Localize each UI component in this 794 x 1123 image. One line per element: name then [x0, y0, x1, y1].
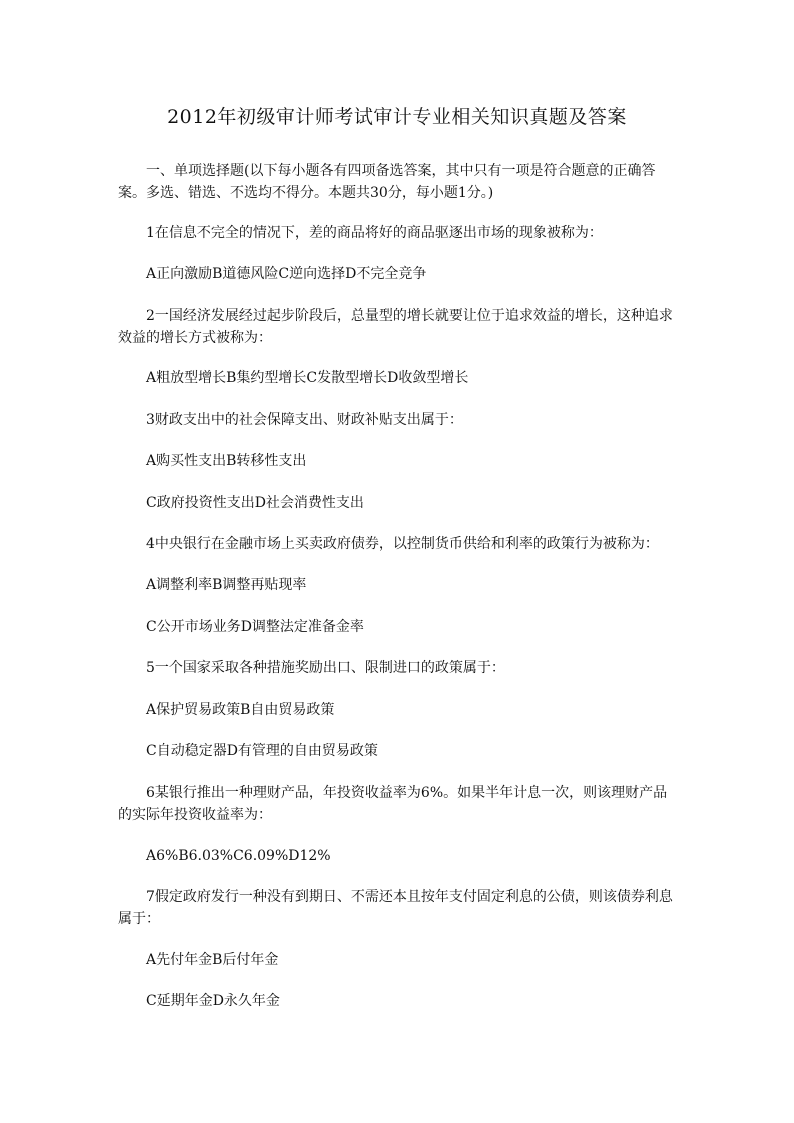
question-4-stem: 4中央银行在金融市场上买卖政府债券，以控制货币供给和利率的政策行为被称为：: [146, 536, 659, 552]
question-7-options-cd: C延期年金D永久年金: [146, 993, 280, 1009]
question-4-options-cd: C公开市场业务D调整法定准备金率: [146, 619, 364, 635]
question-2-stem: 2一国经济发展经过起步阶段后，总量型的增长就要让位于追求效益的增长，这种追求效益的增长方式被称为：: [118, 308, 673, 346]
question-1-stem: 1在信息不完全的情况下，差的商品将好的商品驱逐出市场的现象被称为：: [146, 225, 603, 241]
question-6-options: A6%B6.03%C6.09%D12%: [146, 848, 331, 864]
question-3-options-cd: C政府投资性支出D社会消费性支出: [146, 495, 364, 511]
section-heading: 一、单项选择题(以下每小题各有四项备选答案，其中只有一项是符合题意的正确答案。多选、错选、不选均不得分。本题共30分，每小题1分。): [118, 163, 656, 201]
question-7-options-ab: A先付年金B后付年金: [146, 952, 279, 968]
question-3-options-ab: A购买性支出B转移性支出: [146, 453, 307, 469]
question-2-options: A粗放型增长B集约型增长C发散型增长D收敛型增长: [146, 370, 469, 386]
document-title: 2012年初级审计师考试审计专业相关知识真题及答案: [167, 106, 627, 128]
question-6-stem: 6某银行推出一种理财产品，年投资收益率为6%。如果半年计息一次，则该理财产品的实际年投资收益率为：: [118, 785, 668, 823]
question-1-options: A正向激励B道德风险C逆向选择D不完全竞争: [146, 266, 427, 282]
question-5-options-cd: C自动稳定器D有管理的自由贸易政策: [146, 743, 378, 759]
question-4-options-ab: A调整利率B调整再贴现率: [146, 577, 307, 593]
question-7-stem: 7假定政府发行一种没有到期日、不需还本且按年支付固定利息的公债，则该债券利息属于：: [118, 889, 673, 927]
question-5-options-ab: A保护贸易政策B自由贸易政策: [146, 702, 335, 718]
question-3-stem: 3财政支出中的社会保障支出、财政补贴支出属于：: [146, 412, 463, 428]
question-5-stem: 5一个国家采取各种措施奖励出口、限制进口的政策属于：: [146, 660, 505, 676]
